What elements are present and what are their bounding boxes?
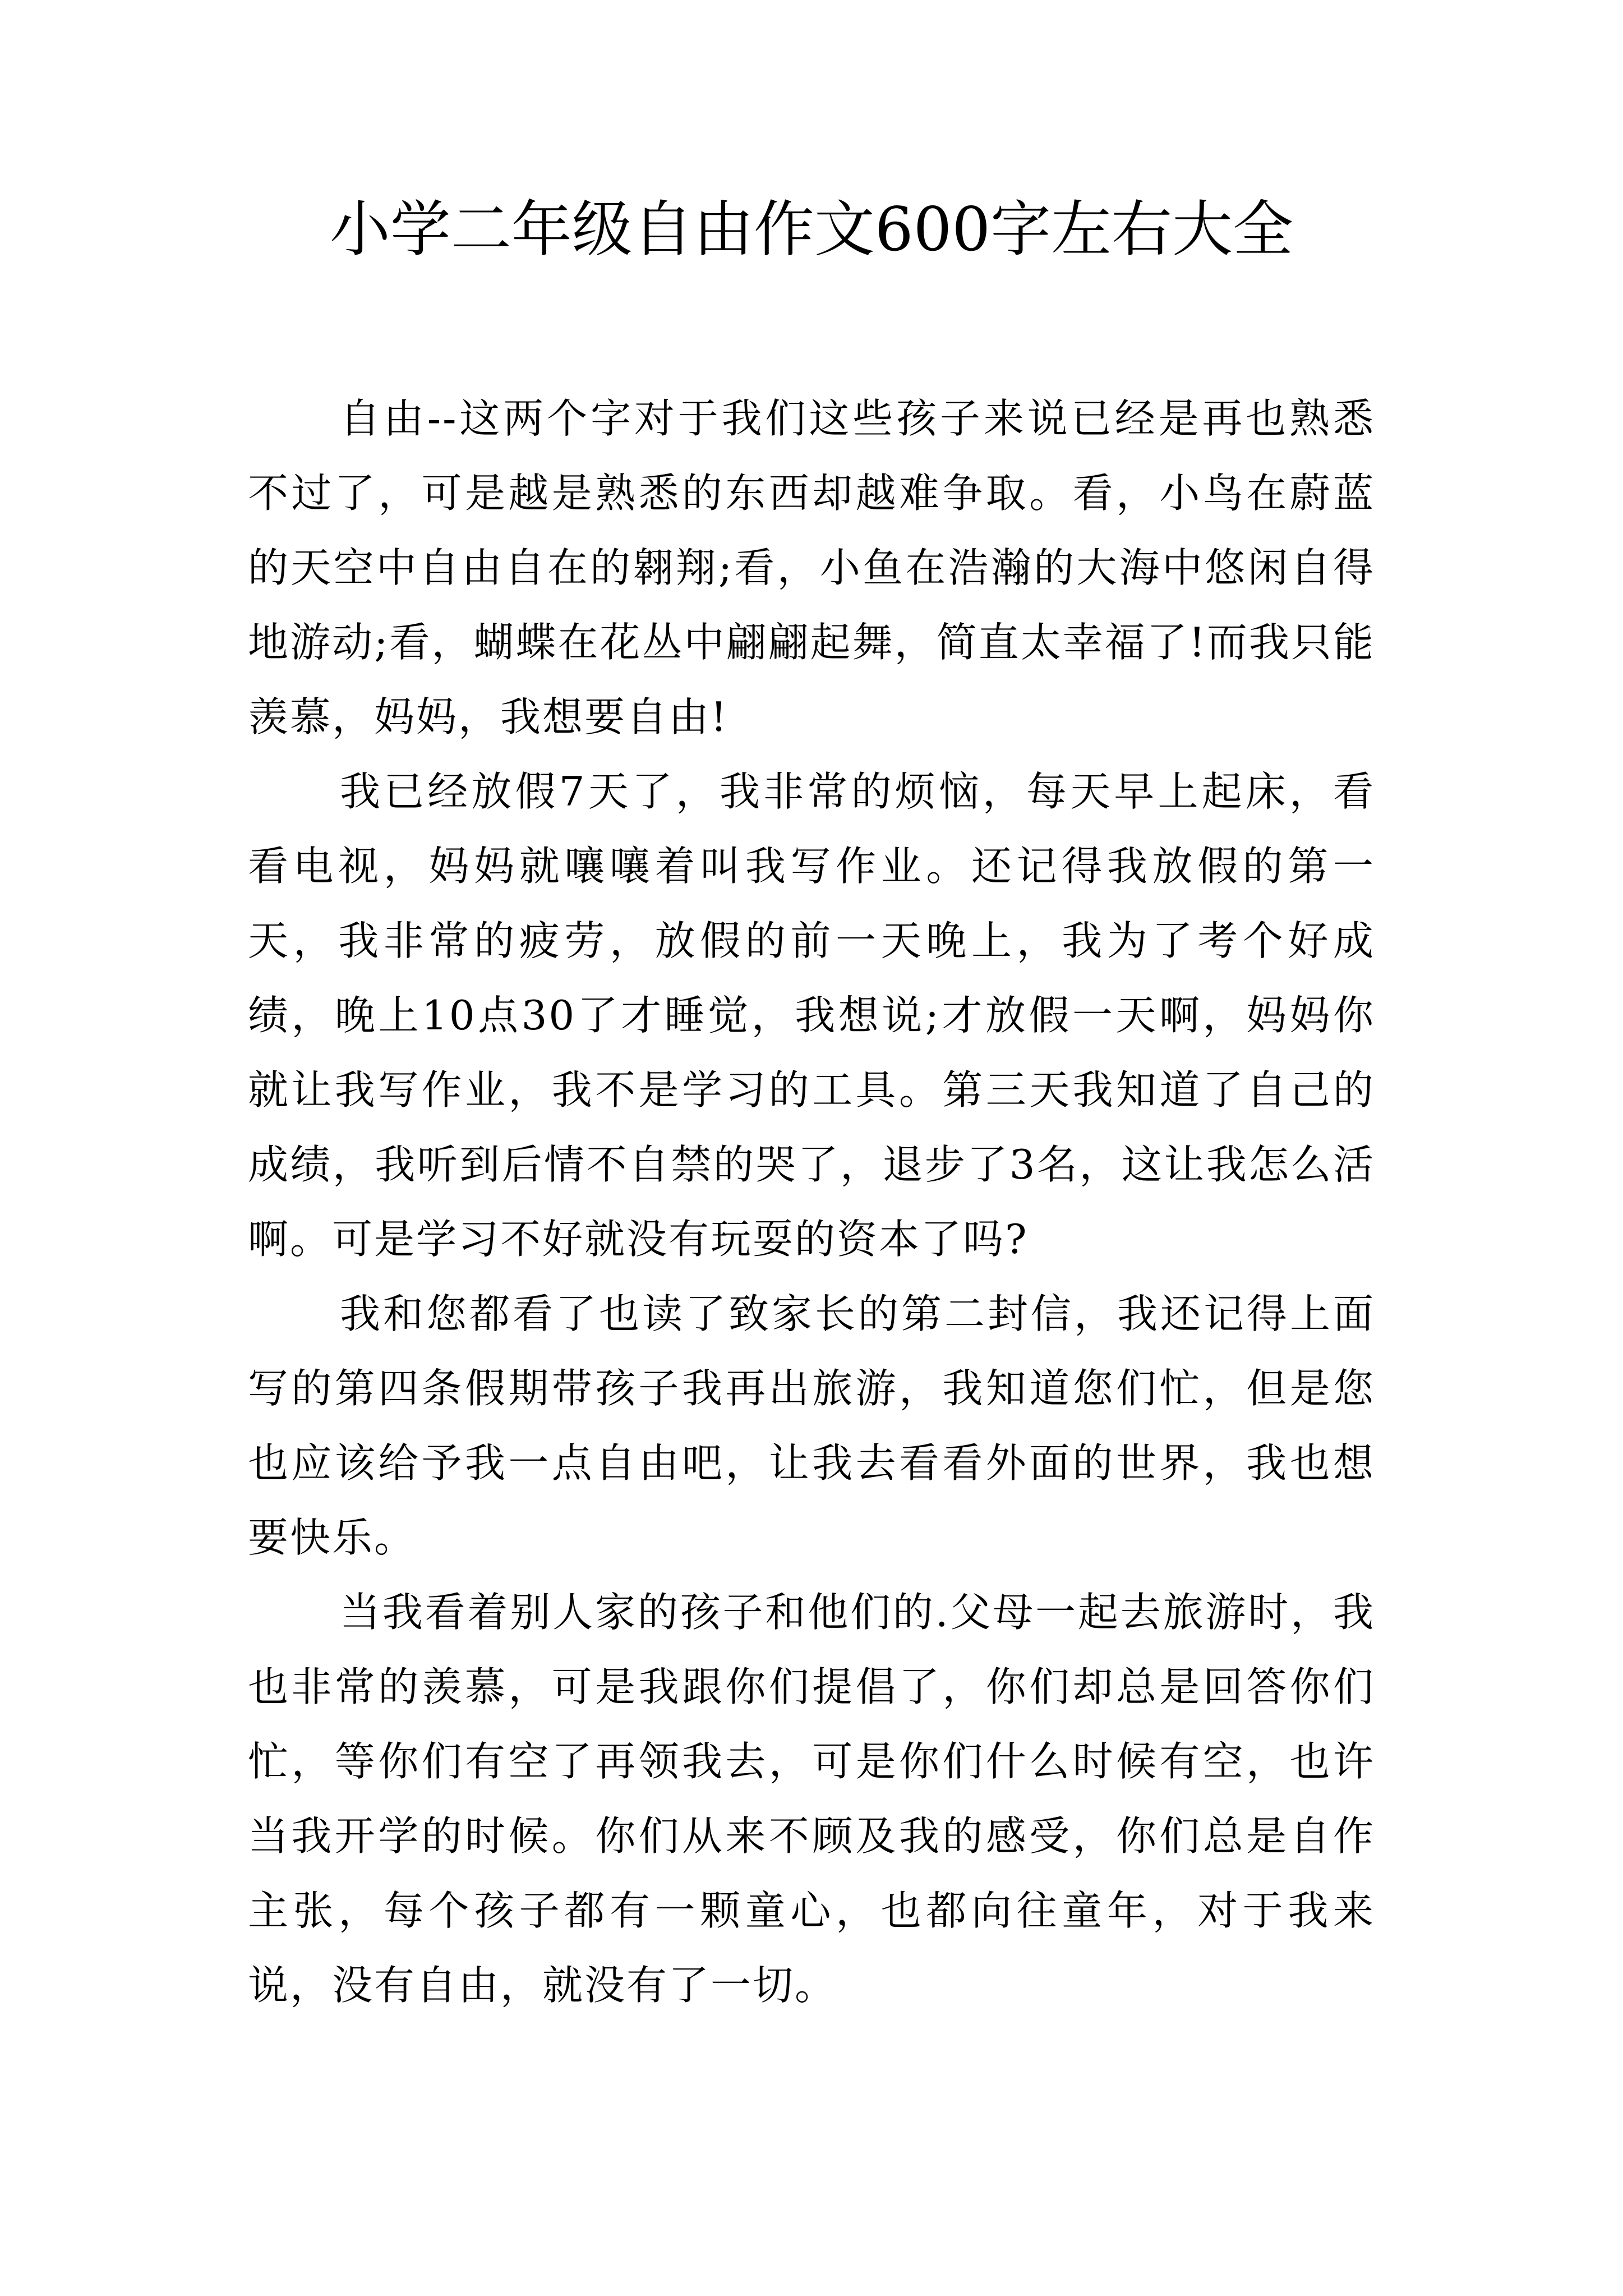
paragraph-4: 当我看着别人家的孩子和他们的.父母一起去旅游时，我也非常的羡慕，可是我跟你们提倡了，你们却总是回答你们忙，等你们有空了再领我去，可是你们什么时候有空，也许当我开学的时候。你们从来不顾及我的感受，你们总是自作主张，每个孩子都有一颗童心，也都向往童年，对于我来说，没有自由，就没有了一切。 [248,1589,1375,2009]
document-body [248,381,1375,2023]
paragraph-3: 我和您都看了也读了致家长的第二封信，我还记得上面写的第四条假期带孩子我再出旅游，我知道您们忙，但是您也应该给予我一点自由吧，让我去看看外面的世界，我也想要快乐。 [248,1290,1375,1561]
paragraph-2: 我已经放假7天了，我非常的烦恼，每天早上起床，看看电视，妈妈就嚷嚷着叫我写作业。还记得我放假的第一天，我非常的疲劳，放假的前一天晚上，我为了考个好成绩，晚上10点30了才睡觉，我想说;才放假一天啊，妈妈你就让我写作业，我不是学习的工具。第三天我知道了自己的成绩，我听到后情不自禁的哭了，退步了3名，这让我怎么活啊。可是学习不好就没有玩耍的资本了吗? [248,768,1375,1263]
document-title: 小学二年级自由作文600字左右大全 [329,195,1294,265]
paragraph-1: 自由--这两个字对于我们这些孩子来说已经是再也熟悉不过了，可是越是熟悉的东西却越难争取。看，小鸟在蔚蓝的天空中自由自在的翱翔;看，小鱼在浩瀚的大海中悠闲自得地游动;看，蝴蝶在花丛中翩翩起舞，简直太幸福了!而我只能羡慕，妈妈，我想要自由! [248,395,1375,740]
